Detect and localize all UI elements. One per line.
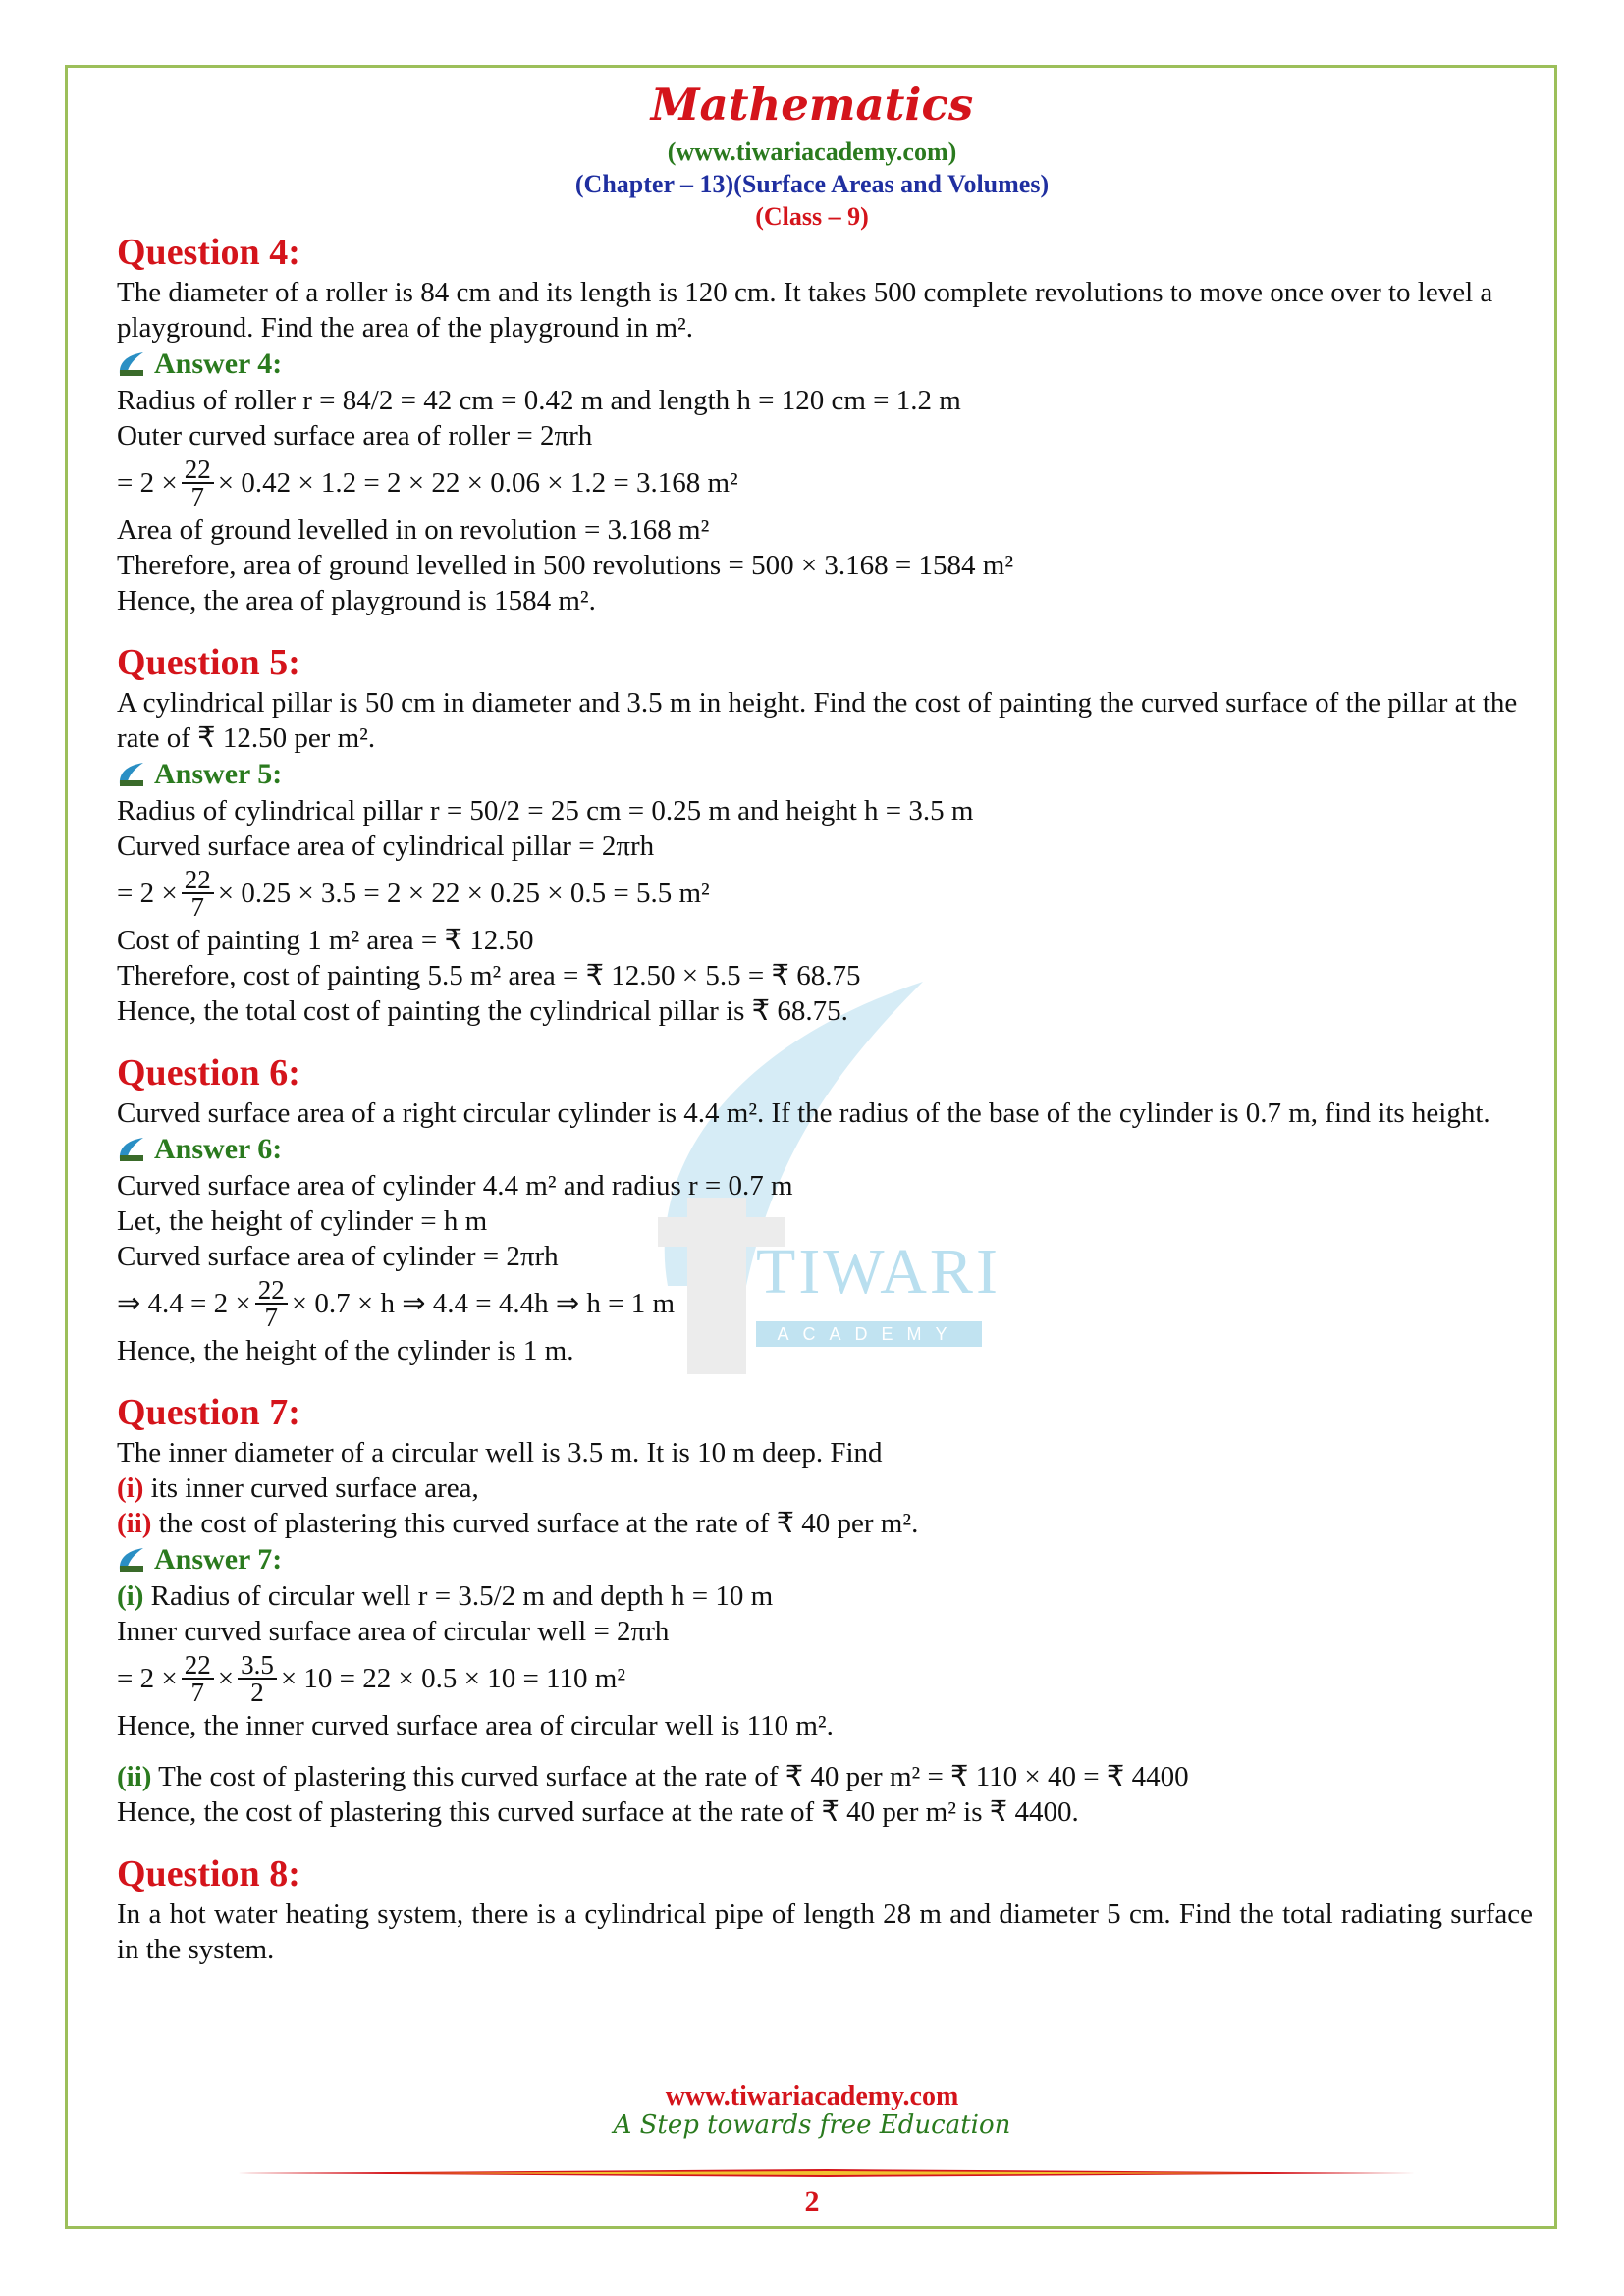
answer-4-line-2: Outer curved surface area of roller = 2πrh <box>117 420 593 452</box>
answer-4-line-5: Hence, the area of playground is 1584 m². <box>117 585 596 616</box>
part-text: the cost of plastering this curved surface at the rate of ₹ 40 per m². <box>158 1508 919 1539</box>
fraction <box>182 867 214 920</box>
footer-website[interactable]: www.tiwariacademy.com <box>665 2081 959 2111</box>
numerator: 22 <box>182 867 214 894</box>
answer-7-part-2 <box>117 1759 1533 1794</box>
answer-7-heading <box>117 1541 1533 1578</box>
answer-4-label: Answer 4: <box>154 347 283 380</box>
watermark-subtext: ACADEMY <box>756 1321 982 1347</box>
eq-suffix: × 10 = 22 × 0.5 × 10 = 110 m² <box>280 1663 626 1694</box>
header-chapter: (Chapter – 13)(Surface Areas and Volumes) <box>574 170 1050 198</box>
answer-6-line-4: Hence, the height of the cylinder is 1 m. <box>117 1335 574 1366</box>
page-title: Mathematics <box>650 79 974 131</box>
answer-6-line-2: Let, the height of cylinder = h m <box>117 1205 488 1237</box>
fraction <box>238 1652 277 1705</box>
part-label: (ii) <box>117 1761 152 1792</box>
eq-prefix: = 2 × <box>117 467 178 499</box>
denominator: 7 <box>264 1303 279 1332</box>
question-6-text: Curved surface area of a right circular cylinder is 4.4 m². If the radius of the base of the cylinder is 0.7 m, find its height. <box>117 1097 1490 1129</box>
denominator: 7 <box>190 482 204 511</box>
eq-prefix: = 2 × <box>117 1663 178 1694</box>
part-text: The cost of plastering this curved surface at the rate of ₹ 40 per m² = ₹ 110 × 40 = ₹ 4400 <box>158 1761 1189 1792</box>
part-text: its inner curved surface area, <box>150 1472 479 1504</box>
denominator: 7 <box>190 892 204 922</box>
tiwari-logo-icon <box>117 761 146 788</box>
answer-5-heading <box>117 756 1533 793</box>
fraction <box>182 1652 214 1705</box>
denominator: 2 <box>250 1678 264 1707</box>
tiwari-logo-icon <box>117 1546 146 1574</box>
tiwari-logo-icon <box>117 350 146 378</box>
answer-6-equation <box>117 1274 1533 1333</box>
part-label: (i) <box>117 1472 144 1504</box>
question-4-heading: Question 4: <box>117 232 300 273</box>
question-4-text: The diameter of a roller is 84 cm and its length is 120 cm. It takes 500 complete revolutions to move once over to level a playground. Find the area of the playground in m². <box>117 277 1493 344</box>
answer-7-line-4: Hence, the cost of plastering this curved surface at the rate of ₹ 40 per m² is ₹ 4400. <box>117 1796 1079 1828</box>
eq-middle: × <box>217 1663 235 1694</box>
eq-suffix: × 0.42 × 1.2 = 2 × 22 × 0.06 × 1.2 = 3.168 m² <box>217 467 738 499</box>
answer-5-line-3: Cost of painting 1 m² area = ₹ 12.50 <box>117 925 534 956</box>
question-7-heading: Question 7: <box>117 1392 300 1433</box>
question-5-text: A cylindrical pillar is 50 cm in diameter and 3.5 m in height. Find the cost of painting the curved surface of the pillar at the rate of ₹ 12.50 per m². <box>117 687 1518 754</box>
fraction <box>255 1277 288 1330</box>
question-7-part-1 <box>117 1470 1533 1506</box>
question-6-heading: Question 6: <box>117 1052 300 1094</box>
answer-7-line-2: Inner curved surface area of circular well = 2πrh <box>117 1616 670 1647</box>
numerator: 22 <box>255 1277 288 1305</box>
answer-6-line-1: Curved surface area of cylinder 4.4 m² and radius r = 0.7 m <box>117 1170 793 1201</box>
numerator: 3.5 <box>238 1652 277 1680</box>
main-content <box>117 230 1533 1967</box>
numerator: 22 <box>182 1652 214 1680</box>
answer-5-line-4: Therefore, cost of painting 5.5 m² area = ₹ 12.50 × 5.5 = ₹ 68.75 <box>117 960 861 991</box>
footer-tagline: A Step towards free Education <box>613 2110 1011 2140</box>
tiwari-logo-icon <box>117 1136 146 1163</box>
page-number: 2 <box>804 2185 820 2217</box>
question-8-heading: Question 8: <box>117 1853 300 1895</box>
answer-5-line-5: Hence, the total cost of painting the cylindrical pillar is ₹ 68.75. <box>117 995 848 1027</box>
question-8-text: In a hot water heating system, there is a cylindrical pipe of length 28 m and diameter 5 cm. Find the total radiating surface in the system. <box>117 1898 1533 1965</box>
numerator: 22 <box>182 456 214 484</box>
part-text: Radius of circular well r = 3.5/2 m and depth h = 10 m <box>150 1580 774 1612</box>
fraction <box>182 456 214 509</box>
eq-suffix: × 0.7 × h ⇒ 4.4 = 4.4h ⇒ h = 1 m <box>291 1288 676 1319</box>
denominator: 7 <box>190 1678 204 1707</box>
watermark-text: TIWARI <box>756 1236 1001 1308</box>
eq-prefix: = 2 × <box>117 878 178 909</box>
answer-6-label: Answer 6: <box>154 1133 283 1165</box>
answer-4-line-4: Therefore, area of ground levelled in 500 revolutions = 500 × 3.168 = 1584 m² <box>117 550 1014 581</box>
eq-suffix: × 0.25 × 3.5 = 2 × 22 × 0.25 × 0.5 = 5.5 m² <box>217 878 710 909</box>
answer-7-label: Answer 7: <box>154 1543 283 1575</box>
answer-6-line-3: Curved surface area of cylinder = 2πrh <box>117 1241 559 1272</box>
answer-7-part-1 <box>117 1578 1533 1614</box>
answer-5-equation <box>117 864 1533 923</box>
answer-6-heading <box>117 1131 1533 1168</box>
footer-divider <box>238 2169 1416 2177</box>
eq-prefix: ⇒ 4.4 = 2 × <box>117 1288 251 1319</box>
header-class: (Class – 9) <box>755 202 869 231</box>
answer-5-line-1: Radius of cylindrical pillar r = 50/2 = 25 cm = 0.25 m and height h = 3.5 m <box>117 795 974 827</box>
question-7-text: The inner diameter of a circular well is 3.5 m. It is 10 m deep. Find <box>117 1437 883 1468</box>
answer-4-equation <box>117 454 1533 512</box>
answer-4-line-3: Area of ground levelled in on revolution = 3.168 m² <box>117 514 710 546</box>
answer-5-label: Answer 5: <box>154 758 283 790</box>
question-7-part-2 <box>117 1506 1533 1541</box>
part-label: (i) <box>117 1580 144 1612</box>
answer-7-equation <box>117 1649 1533 1708</box>
answer-4-line-1: Radius of roller r = 84/2 = 42 cm = 0.42 m and length h = 120 cm = 1.2 m <box>117 385 961 416</box>
question-5-heading: Question 5: <box>117 642 300 683</box>
part-label: (ii) <box>117 1508 152 1539</box>
answer-4-heading <box>117 346 1533 383</box>
answer-5-line-2: Curved surface area of cylindrical pillar = 2πrh <box>117 830 655 862</box>
answer-7-line-3: Hence, the inner curved surface area of circular well is 110 m². <box>117 1710 834 1741</box>
header-website: (www.tiwariacademy.com) <box>667 137 957 166</box>
